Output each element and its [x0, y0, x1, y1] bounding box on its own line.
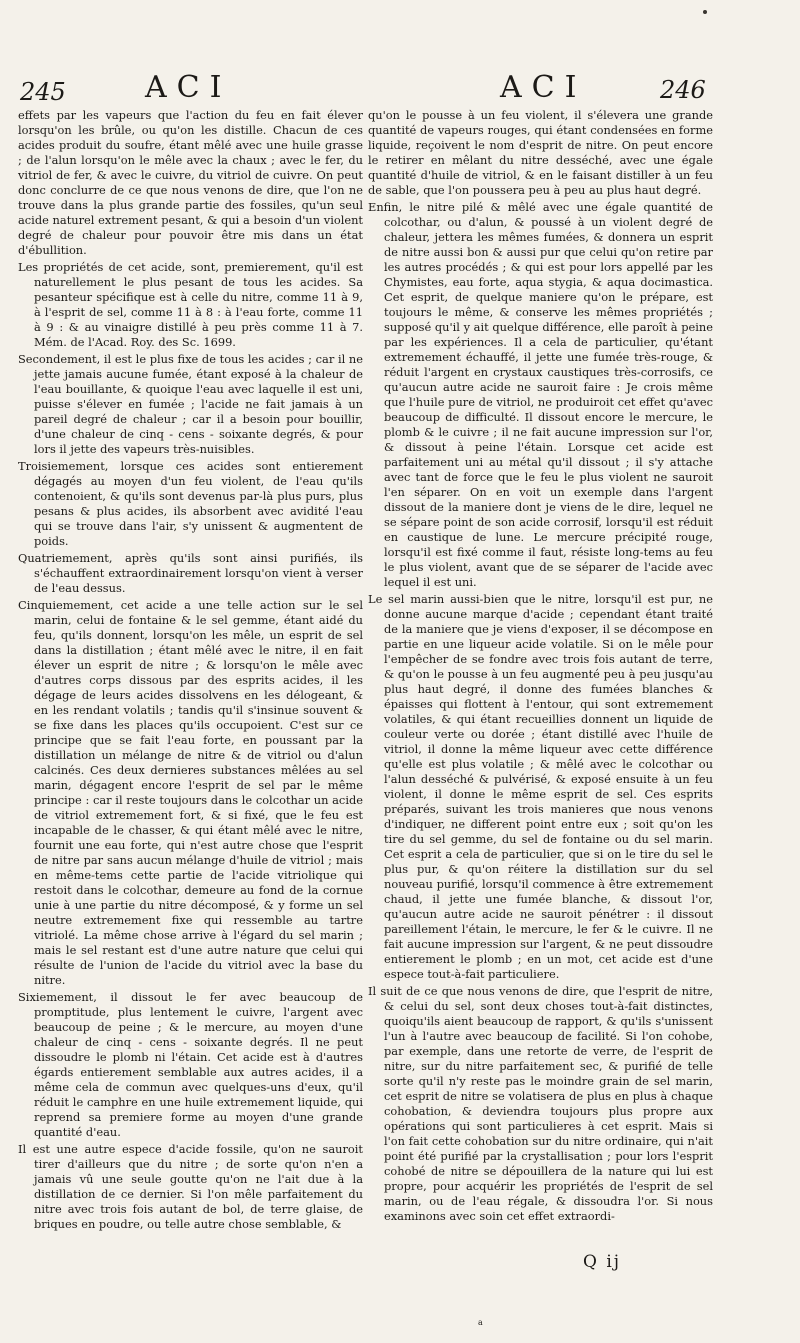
- right-column: [368, 108, 713, 1226]
- paragraph: Il est une autre espece d'acide fossile, qu'on ne sauroit tirer d'ailleurs que du nitre ; de sorte qu'on n'en a jamais vû une seule goutte qu'on ne l'ait due à la distillation de ce dernier. Si l'on mêle parfaitement du nitre avec trois fois autant de bol, de terre glaise, de briques en poudre, ou telle autre chose semblable, &: [18, 1142, 363, 1231]
- paragraph: Quatriemement, après qu'ils sont ainsi purifiés, ils s'échauffent extraordinairement lorsqu'on vient à verser de l'eau dessus.: [18, 551, 363, 595]
- page-number-left: 245: [20, 78, 66, 106]
- signature-mark: Q ij: [583, 1252, 622, 1272]
- paragraph: Sixiemement, il dissout le fer avec beaucoup de promptitude, plus lentement le cuivre, l'argent avec beaucoup de peine ; & le mercure, au moyen d'une chaleur de cinq - cens - soixante degrés. Il ne peut dissoudre le plomb ni l'étain. Cet acide est à d'autres égards entierement semblable aux autres acides, il a même cela de commun avec quelques-uns d'eux, qu'il réduit le camphre en une huile extremement liquide, qui reprend sa premiere forme au moyen d'une grande quantité d'eau.: [18, 990, 363, 1139]
- paragraph: Il suit de ce que nous venons de dire, que l'esprit de nitre, & celui du sel, sont deux choses tout-à-fait distinctes, quoiqu'ils aient beaucoup de rapport, & qu'ils s'unissent l'un à l'autre avec beaucoup de facilité. Si l'on cohobe, par exemple, dans une retorte de verre, de l'esprit de nitre, sur du nitre parfaitement sec, & purifié de telle sorte qu'il n'y reste pas le moindre grain de sel marin, cet esprit de nitre se volatisera de plus en plus à chaque cohobation, & deviendra toujours plus propre aux opérations qui sont particulieres à cet esprit. Mais si l'on fait cette cohobation sur du nitre ordinaire, qui n'ait point été purifié par la crystallisation ; pour lors l'esprit cohobé de nitre se dépouillera de la nature qui lui est propre, pour acquérir les propriétés de l'esprit de sel marin, ou de l'eau régale, & dissoudra l'or. Si nous examinons avec soin cet effet extraordi-: [368, 984, 713, 1223]
- paragraph: qu'on le pousse à un feu violent, il s'élevera une grande quantité de vapeurs rouges, qui étant condensées en forme liquide, reçoivent le nom d'esprit de nitre. On peut encore le retirer en mêlant du nitre desséché, avec une égale quantité d'huile de vitriol, & en le faisant distiller à un feu de sable, que l'on poussera peu à peu au plus haut degré.: [368, 108, 713, 197]
- running-head-left: ACI: [145, 70, 232, 105]
- paragraph: Les propriétés de cet acide, sont, premierement, qu'il est naturellement le plus pesant de tous les acides. Sa pesanteur spécifique est à celle du nitre, comme 11 à 9, à l'esprit de sel, comme 11 à 8 : à l'eau forte, comme 11 à 9 : & au vinaigre distillé à peu près comme 11 à 7. Mém. de l'Acad. Roy. des Sc. 1699.: [18, 260, 363, 349]
- paragraph: Secondement, il est le plus fixe de tous les acides ; car il ne jette jamais aucune fumée, étant exposé à la chaleur de l'eau bouillante, & quoique l'eau avec laquelle il est uni, puisse s'élever en fumée ; l'acide ne fait jamais à un pareil degré de chaleur ; car il a besoin pour bouillir, d'une chaleur de cinq - cens - soixante degrés, & pour lors il jette des vapeurs très-nuisibles.: [18, 352, 363, 456]
- paragraph: Le sel marin aussi-bien que le nitre, lorsqu'il est pur, ne donne aucune marque d'acide ; cependant étant traité de la maniere que je viens d'exposer, il se décompose en partie en une liqueur acide volatile. Si on le mêle pour l'empêcher de se fondre avec trois fois autant de terre, & qu'on le pousse à un feu augmenté peu à peu jusqu'au plus haut degré, il donne des fumées blanches & épaisses qui flottent à l'entour, qui sont extremement volatiles, & qui étant recueillies donnent un liquide de couleur verte ou dorée ; étant distillé avec l'huile de vitriol, il donne la même liqueur avec cette différence qu'elle est plus volatile ; & mêlé avec le colcothar ou l'alun desséché & pulvérisé, & exposé ensuite à un feu violent, il donne le même esprit de sel. Ces esprits préparés, suivant les trois manieres que nous venons d'indiquer, ne different point entre eux ; soit qu'on les tire du sel gemme, du sel de fontaine ou du sel marin. Cet esprit a cela de particulier, que si on le tire du sel le plus pur, & qu'on réitere la distillation sur du sel nouveau purifié, lorsqu'il commence à être extremement chaud, il jette une fumée blanche, & dissout l'or, qu'aucun autre acide ne sauroit pénétrer : il dissout pareillement l'étain, le mercure, le fer & le cuivre. Il ne fait aucune impression sur l'argent, & ne peut dissoudre entierement le plomb ; en un mot, cet acide est d'une espece tout-à-fait particuliere.: [368, 592, 713, 981]
- paragraph: Troisiemement, lorsque ces acides sont entierement dégagés au moyen d'un feu violent, de l'eau qu'ils contenoient, & qu'ils sont devenus par-là plus purs, plus pesans & plus acides, ils absorbent avec avidité l'eau qui se trouve dans l'air, s'y unissent & augmentent de poids.: [18, 459, 363, 548]
- running-head-right: ACI: [500, 70, 587, 105]
- paragraph: Cinquiemement, cet acide a une telle action sur le sel marin, celui de fontaine & le sel gemme, étant aidé du feu, qu'ils donnent, lorsqu'on les mêle, un esprit de sel dans la distillation ; étant mêlé avec le nitre, il en fait élever un esprit de nitre ; & lorsqu'on le mêle avec d'autres corps dissous par des esprits acides, il les dégage de leurs acides dissolvens en les délogeant, & en les rendant volatils ; tandis qu'il s'insinue souvent & se fixe dans les places qu'ils occupoient. C'est sur ce principe que se fait l'eau forte, en poussant par la distillation un mélange de nitre & de vitriol ou d'alun calcinés. Ces deux dernieres substances mêlées au sel marin, dégagent encore l'esprit de sel par le même principe : car il reste toujours dans le colcothar un acide de vitriol extremement fort, & si fixé, que le feu est incapable de le chasser, & qui étant mêlé avec le nitre, fournit une eau forte, qui n'est autre chose que l'esprit de nitre par sans aucun mélange d'huile de vitriol ; mais en même-tems cette partie de l'acide vitriolique qui restoit dans le colcothar, demeure au fond de la cornue unie à une partie du nitre décomposé, & y forme un sel neutre extremement fixe qui ressemble au tartre vitriolé. La même chose arrive à l'égard du sel marin ; mais le sel restant est d'une autre nature que celui qui résulte de l'union de l'acide du vitriol avec la base du nitre.: [18, 598, 363, 987]
- ink-dot: [703, 10, 707, 14]
- paragraph: effets par les vapeurs que l'action du feu en fait élever lorsqu'on les brûle, ou qu'on les distille. Chacun de ces acides produit du soufre, étant mêlé avec une huile grasse ; de l'alun lorsqu'on le mêle avec la chaux ; avec le fer, du vitriol de fer, & avec le cuivre, du vitriol de cuivre. On peut donc conclurre de ce que nous venons de dire, que l'on ne trouve dans la plus grande partie des fossiles, qu'un seul acide naturel extrement pesant, & qui a besoin d'un violent degré de chaleur pour pouvoir être mis dans un état d'ébullition.: [18, 108, 363, 257]
- paragraph: Enfin, le nitre pilé & mêlé avec une égale quantité de colcothar, ou d'alun, & poussé à un violent degré de chaleur, jettera les mêmes fumées, & donnera un esprit de nitre aussi bon & aussi pur que celui qu'on retire par les autres procédés ; & qui est pour lors appellé par les Chymistes, eau forte, aqua stygia, & aqua docimastica. Cet esprit, de quelque maniere qu'on le prépare, est toujours le même, & conserve les mêmes propriétés ; supposé qu'il y ait quelque différence, elle paroît à peine par les expériences. Il a cela de particulier, qu'étant extremement échauffé, il jette une fumée très-rouge, & réduit l'argent en crystaux caustiques très-corrosifs, ce qu'aucun autre acide ne sauroit faire : Je crois même que l'huile pure de vitriol, ne produiroit cet effet qu'avec beaucoup de difficulté. Il dissout encore le mercure, le plomb & le cuivre ; il ne fait aucune impression sur l'or, & dissout à peine l'étain. Lorsque cet acide est parfaitement uni au métal qu'il dissout ; il s'y attache avec tant de force que le feu le plus violent ne sauroit l'en séparer. On en voit un exemple dans l'argent dissout de la maniere dont je viens de le dire, lequel ne se sépare point de son acide corrosif, lorsqu'il est réduit en caustique de lune. Le mercure précipité rouge, lorsqu'il est fixé comme il faut, résiste long-tems au feu le plus violent, avant que de se séparer de l'acide avec lequel il est uni.: [368, 200, 713, 589]
- page-number-right: 246: [660, 76, 706, 104]
- footer-mark: a: [478, 1318, 483, 1327]
- running-header: [10, 70, 780, 110]
- left-column: [18, 108, 363, 1234]
